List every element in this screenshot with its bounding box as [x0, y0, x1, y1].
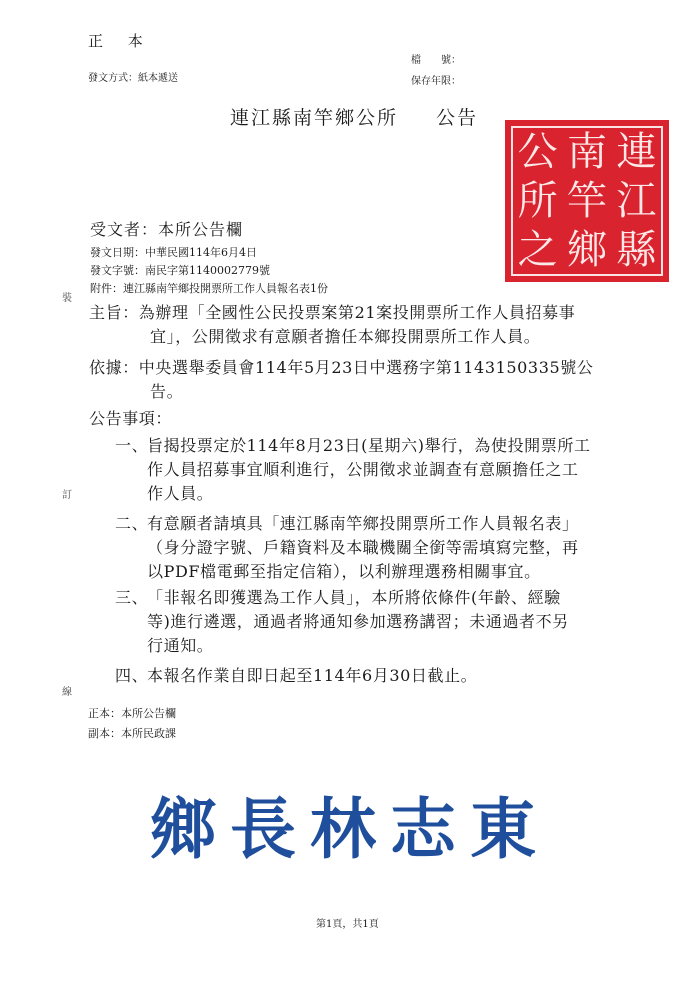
original-recipient: 正本：本所公告欄	[88, 707, 176, 720]
item-line: 等)進行遴選，通過者將通知參加選務講習；未通過者不另	[147, 612, 569, 631]
item-number: 一、	[115, 436, 149, 455]
document-number: 發文字號：南民字第1140002779號	[90, 264, 270, 277]
file-no-label: 檔 號：	[411, 55, 461, 66]
attachment: 附件：連江縣南竿鄉投開票所工作人員報名表1份	[90, 282, 328, 295]
agency-title: 連江縣南竿鄉公所	[230, 107, 399, 129]
copy-label: 正 本	[88, 32, 153, 50]
seal-char: 竿	[566, 177, 607, 224]
seal-char: 所	[517, 177, 558, 224]
item-line: 旨揭投票定於114年8月23日(星期六)舉行，為使投開票所工	[147, 436, 591, 455]
item-number: 二、	[115, 514, 149, 533]
mayor-signature-stamp: 鄉長林志東	[150, 790, 550, 868]
items-heading: 公告事項：	[89, 409, 173, 428]
binding-mark: 裝	[62, 293, 72, 304]
issue-date: 發文日期：中華民國114年6月4日	[90, 246, 257, 259]
seal-char: 連	[616, 129, 657, 176]
item-line: 行通知。	[147, 636, 214, 655]
basis-line: 告。	[150, 382, 184, 401]
subject-line: 主旨：為辦理「全國性公民投票案第21案投開票所工作人員招募事	[89, 303, 576, 322]
item-line: 本報名作業自即日起至114年6月30日截止。	[147, 666, 478, 685]
copy-recipient: 副本：本所民政課	[88, 727, 176, 740]
seal-char: 南	[566, 129, 607, 176]
item-line: （身分證字號、戶籍資料及本職機關全銜等需填寫完整，再	[147, 538, 579, 557]
notice-title: 公告	[436, 107, 479, 129]
seal-char: 公	[517, 129, 558, 176]
basis-line: 依據：中央選舉委員會114年5月23日中選務字第1143150335號公	[89, 358, 594, 377]
subject-line: 宜」，公開徵求有意願者擔任本鄉投開票所工作人員。	[150, 327, 541, 346]
official-seal	[505, 120, 669, 282]
seal-char: 縣	[616, 226, 657, 273]
recipient: 受文者：本所公告欄	[90, 220, 244, 239]
page-number: 第1頁，共1頁	[316, 919, 379, 930]
item-line: 「非報名即獲選為工作人員」，本所將依條件(年齡、經驗	[147, 588, 561, 607]
item-line: 以PDF檔電郵至指定信箱），以利辦理選務相關事宜。	[147, 562, 541, 581]
item-line: 作人員招募事宜順利進行，公開徵求並調查有意願擔任之工	[147, 460, 579, 479]
item-line: 作人員。	[147, 484, 214, 503]
seal-char: 之	[517, 226, 558, 273]
item-number: 四、	[115, 666, 149, 685]
seal-char: 鄉	[566, 226, 607, 273]
item-line: 有意願者請填具「連江縣南竿鄉投開票所工作人員報名表」	[147, 514, 579, 533]
retention-label: 保存年限：	[411, 76, 461, 87]
binding-mark: 訂	[62, 490, 72, 501]
send-method: 發文方式：紙本遞送	[88, 73, 178, 84]
seal-frame	[511, 126, 663, 276]
item-number: 三、	[115, 588, 149, 607]
seal-char: 江	[616, 177, 657, 224]
binding-mark: 線	[62, 687, 72, 698]
